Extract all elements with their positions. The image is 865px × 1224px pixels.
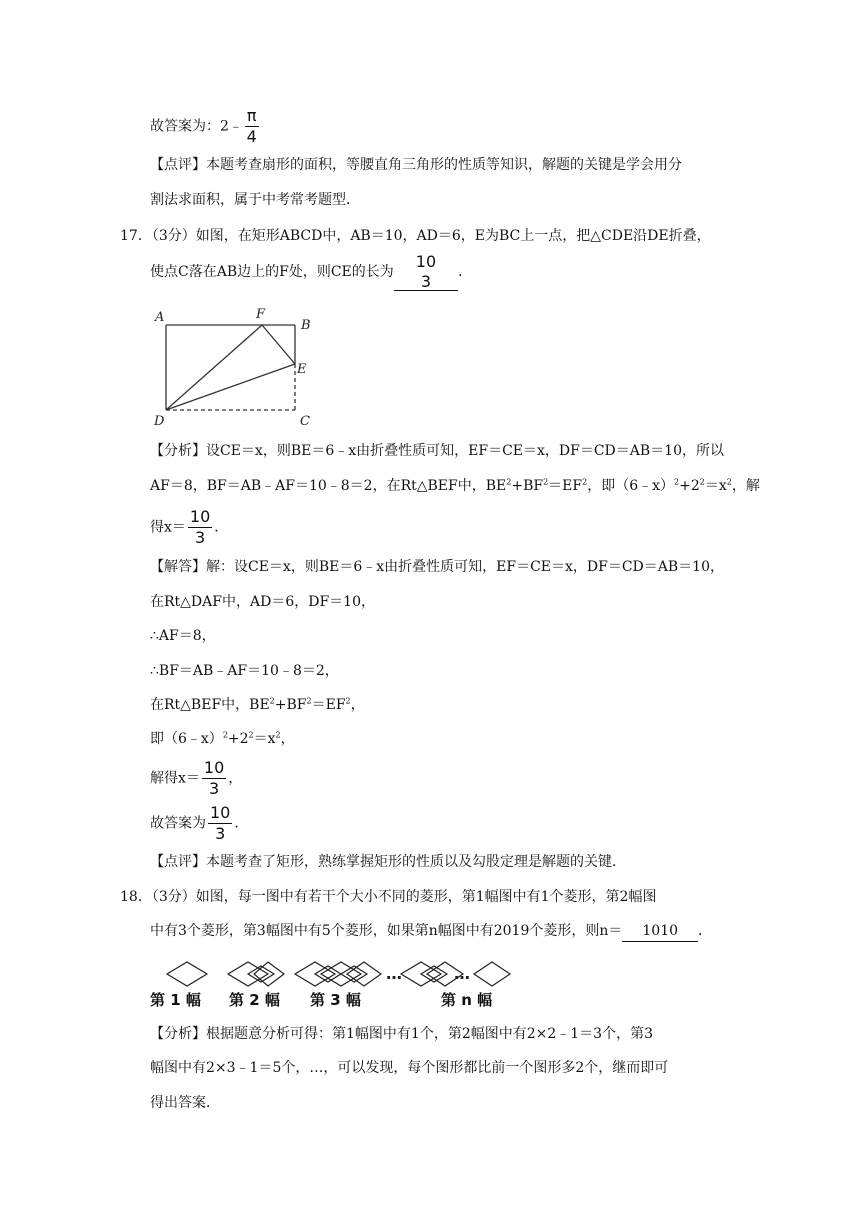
q16-answer-prefix: 故答案为：2﹣ xyxy=(150,118,243,135)
q17-solution-part: +BF xyxy=(274,697,307,713)
sq: 2 xyxy=(726,477,732,487)
sq: 2 xyxy=(674,477,680,487)
sq: 2 xyxy=(306,696,312,706)
caption-1: 第 1 幅 xyxy=(150,991,201,1009)
sq: 2 xyxy=(506,477,512,487)
caption-3: 第 3 幅 xyxy=(310,991,361,1009)
q18-analysis-line1: 【分析】根据题意分析可得：第1幅图中有1个，第2幅图中有2×2﹣1＝3个，第3 xyxy=(150,1026,653,1042)
rhombus xyxy=(421,966,447,982)
caption-2: 第 2 幅 xyxy=(229,991,280,1009)
segment-de xyxy=(166,364,295,410)
q18-question-end: ． xyxy=(698,923,713,939)
q17-solution-part: 在Rt△BEF中，BE xyxy=(150,697,270,713)
q17-solution-line4: ∴BF＝AB﹣AF＝10﹣8＝2， xyxy=(150,663,339,679)
q17-solution-fraction xyxy=(202,760,226,797)
rhombus xyxy=(474,962,510,986)
q16-comment-line2: 割法求面积，属于中考常考题型． xyxy=(150,192,360,208)
q17-solution-part: ＝x xyxy=(253,731,276,747)
denominator: 3 xyxy=(194,528,206,547)
q17-comment: 【点评】本题考查了矩形，熟练掌握矩形的性质以及勾股定理是解题的关键． xyxy=(150,854,626,870)
segment-df xyxy=(166,325,262,410)
ellipsis: … xyxy=(386,964,402,983)
q17-solution-part: ＝EF xyxy=(311,697,346,713)
q17-analysis-part: ＝x xyxy=(704,478,727,494)
q17-solution-line8 xyxy=(150,805,248,842)
q18-question-text: 中有3个菱形，第3幅图中有5个菱形，如果第n幅图中有2019个菱形，则n＝ xyxy=(150,923,623,939)
segment-fe xyxy=(262,325,295,364)
numerator: 10 xyxy=(203,758,225,777)
q16-fraction-denominator: 4 xyxy=(246,127,257,146)
q17-analysis-part: ＝EF xyxy=(548,478,583,494)
q17-analysis-part: ，即（6﹣x） xyxy=(587,478,675,494)
q18-analysis-line3: 得出答案． xyxy=(150,1095,220,1111)
denominator: 3 xyxy=(215,824,226,843)
sq: 2 xyxy=(269,696,275,706)
label-c: C xyxy=(300,414,310,429)
numerator: 10 xyxy=(189,507,211,526)
q17-question-line1: 17．（3分）如图，在矩形ABCD中，AB＝10，AD＝6，E为BC上一点，把△CDE沿DE折叠， xyxy=(120,228,711,244)
q17-solution-line5 xyxy=(150,695,365,715)
q17-analysis-fraction xyxy=(188,509,212,546)
rhombus xyxy=(315,966,341,982)
caption-n: 第 n 幅 xyxy=(441,991,493,1009)
q17-solution-line3: ∴AF＝8， xyxy=(150,628,216,644)
label-f: F xyxy=(256,307,266,322)
q17-blank-numerator: 10 xyxy=(415,252,437,271)
q18-answer-blank: 1010 xyxy=(622,921,698,942)
denominator: 3 xyxy=(208,779,220,798)
q17-analysis-part: AF＝8，BF＝AB﹣AF＝10﹣8＝2，在Rt△BEF中，BE xyxy=(150,478,507,494)
sq: 2 xyxy=(345,696,351,706)
ellipsis: … xyxy=(454,964,470,983)
sq: 2 xyxy=(543,477,549,487)
q17-solution-part: +2 xyxy=(227,731,249,747)
sq: 2 xyxy=(275,730,281,740)
q17-solution-part: 即（6﹣x） xyxy=(150,731,223,747)
numerator: 10 xyxy=(210,803,231,822)
q17-blank-denominator: 3 xyxy=(420,272,432,291)
sq: 2 xyxy=(582,477,588,487)
q17-analysis-part: ． xyxy=(214,519,229,536)
q17-solution-part: ， xyxy=(280,731,295,747)
q17-blank-fraction xyxy=(414,254,438,290)
q18-question-line2 xyxy=(150,921,712,942)
q18-analysis-line2: 幅图中有2×3﹣1＝5个，…，可以发现，每个图形都比前一个图形多2个，继而即可 xyxy=(150,1060,669,1076)
label-b: B xyxy=(301,318,311,333)
q16-fraction-numerator: π xyxy=(246,106,257,125)
sq: 2 xyxy=(699,477,705,487)
label-a: A xyxy=(155,310,165,325)
q17-solution-part: 解得x＝ xyxy=(150,770,200,787)
q17-analysis-part: +2 xyxy=(679,478,700,494)
q17-analysis-part: +BF xyxy=(511,478,544,494)
sq: 2 xyxy=(248,730,254,740)
label-e: E xyxy=(297,362,307,377)
q16-answer xyxy=(150,108,261,145)
q17-solution-part: ． xyxy=(234,815,249,832)
sq: 2 xyxy=(222,730,228,740)
q18-question-line1: 18．（3分）如图，每一图中有若干个大小不同的菱形，第1幅图中有1个菱形，第2幅图 xyxy=(120,889,657,905)
q17-analysis-line2 xyxy=(150,476,760,496)
q17-solution-line7 xyxy=(150,760,242,797)
q17-analysis-part: ，解 xyxy=(731,478,760,494)
q17-solution-part: ， xyxy=(228,770,243,787)
q17-solution-part: 故答案为 xyxy=(150,815,206,832)
q17-solution-line1: 【解答】解：设CE＝x，则BE＝6﹣x由折叠性质可知，EF＝CE＝x，DF＝CD＝AB＝10， xyxy=(150,559,724,575)
q17-solution-line2: 在Rt△DAF中，AD＝6，DF＝10， xyxy=(150,594,375,610)
q17-final-fraction xyxy=(208,805,232,842)
q17-analysis-line1: 【分析】设CE＝x，则BE＝6﹣x由折叠性质可知，EF＝CE＝x，DF＝CD＝AB＝10，所以 xyxy=(150,443,724,459)
q17-question-end: ． xyxy=(458,264,473,280)
q17-answer-blank xyxy=(394,254,458,291)
q17-analysis-line3 xyxy=(150,509,228,546)
q17-figure xyxy=(150,305,320,430)
q16-answer-fraction xyxy=(245,108,259,145)
label-d: D xyxy=(154,414,165,429)
rhombus xyxy=(167,962,207,986)
q18-rhombus-figure xyxy=(150,956,520,992)
q17-solution-line6 xyxy=(150,729,295,749)
q17-question-line2 xyxy=(150,254,472,291)
q17-analysis-part: 得x＝ xyxy=(150,519,186,536)
q17-solution-part: ， xyxy=(350,697,365,713)
rhombus xyxy=(347,962,381,986)
q17-question-text: 使点C落在AB边上的F处，则CE的长为 xyxy=(150,264,394,280)
q16-comment-line1: 【点评】本题考查扇形的面积，等腰直角三角形的性质等知识，解题的关键是学会用分 xyxy=(150,157,682,173)
